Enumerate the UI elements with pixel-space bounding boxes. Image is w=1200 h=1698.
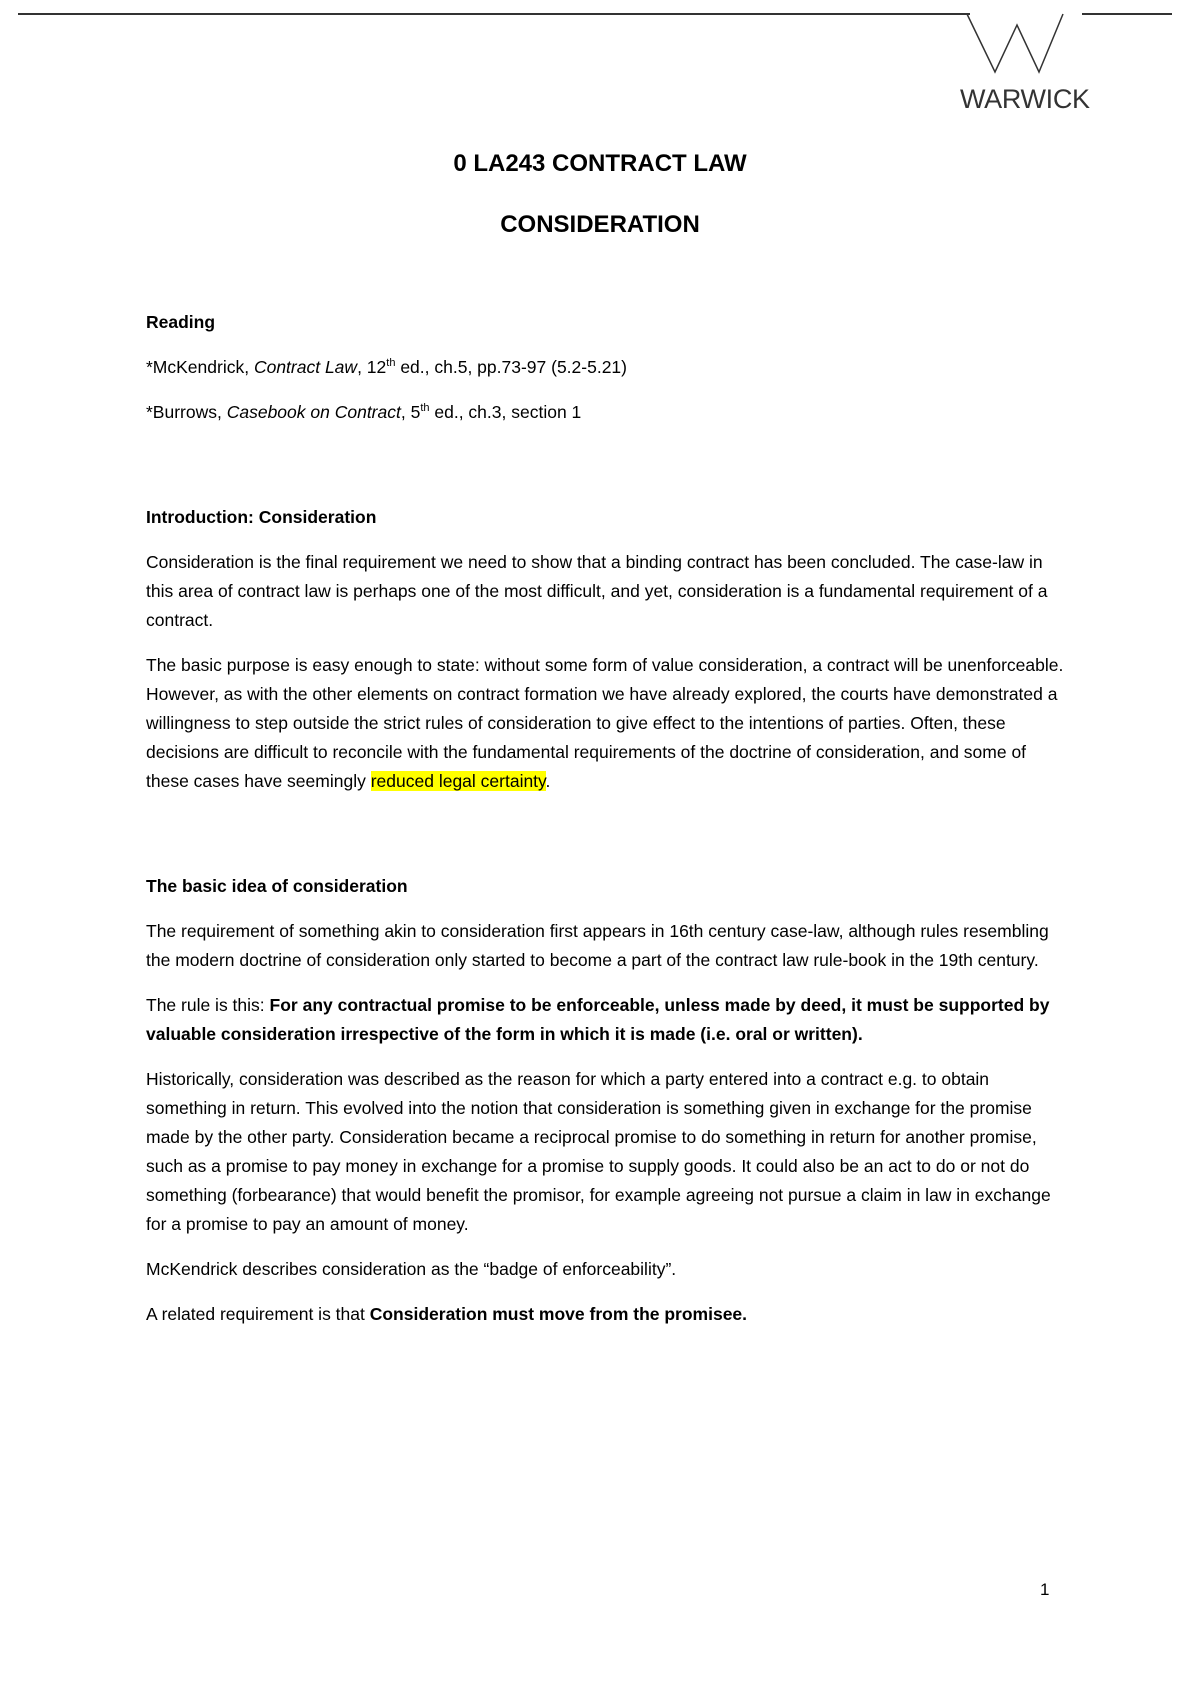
text-run: Casebook on Contract xyxy=(226,402,401,422)
logo-text: WARWICK xyxy=(960,84,1090,114)
paragraph xyxy=(146,1300,1071,1329)
section-heading: Reading xyxy=(146,312,216,332)
document-body xyxy=(146,308,1071,1345)
text-run: For any contractual promise to be enforceable, unless made by deed, it must be supported by valuable consideration irrespective of the form in which it is made (i.e. oral or written). xyxy=(146,995,1050,1044)
section-gap xyxy=(146,812,1071,872)
text-run: Consideration must move from the promisee. xyxy=(369,1304,748,1324)
section-heading: Introduction: Consideration xyxy=(146,507,377,527)
text-run: . xyxy=(545,771,551,791)
warwick-logo xyxy=(960,10,1105,115)
page-number: 1 xyxy=(1040,1580,1050,1599)
header-rule-left xyxy=(18,13,970,15)
paragraph xyxy=(146,548,1071,635)
text-run: The requirement of something akin to consideration first appears in 16th century case-law, although rules resembling the modern doctrine of consideration only started to become a part of the contract law rule-book in the 19th century. xyxy=(146,921,1049,970)
paragraph xyxy=(146,353,1071,382)
text-run: The rule is this: xyxy=(146,995,270,1015)
highlighted-text: reduced legal certainty xyxy=(370,771,546,791)
text-run: ed., ch.5, pp.73-97 (5.2-5.21) xyxy=(395,357,627,377)
text-run: The basic purpose is easy enough to state: without some form of value consideration, a contract will be unenforceable. However, as with the other elements on contract formation we have already explored, the courts have demonstrated a willingness to step outside the strict rules of consideration to give effect to the intentions of parties. Often, these decisions are difficult to reconcile with the fundamental requirements of the doctrine of consideration, and some of these cases have seemingly xyxy=(146,655,1064,791)
text-run: Contract Law xyxy=(253,357,358,377)
text-run: , 12 xyxy=(357,357,387,377)
paragraph xyxy=(146,991,1071,1049)
section-heading: The basic idea of consideration xyxy=(146,876,408,896)
text-run: Historically, consideration was described as the reason for which a party entered into a contract e.g. to obtain something in return. This evolved into the notion that consideration is something given in exchange for the promise made by the other party. Consideration became a reciprocal promise to do something in return for another promise, such as a promise to pay money in exchange for a promise to supply goods. It could also be an act to do or not do something (forbearance) that would benefit the promisor, for example agreeing not pursue a claim in law in exchange for a promise to pay an amount of money. xyxy=(146,1069,1051,1234)
text-run: *Burrows, xyxy=(146,402,227,422)
text-run: ed., ch.3, section 1 xyxy=(429,402,582,422)
paragraph xyxy=(146,398,1071,427)
text-run: A related requirement is that xyxy=(146,1304,370,1324)
section-gap xyxy=(146,443,1071,503)
text-run: , 5 xyxy=(400,402,421,422)
paragraph xyxy=(146,1255,1071,1284)
paragraph xyxy=(146,917,1071,975)
document-subtitle: CONSIDERATION xyxy=(500,211,700,238)
text-run: McKendrick describes consideration as the “badge of enforceability”. xyxy=(146,1259,677,1279)
text-run: Consideration is the final requirement we need to show that a binding contract has been concluded. The case-law in this area of contract law is perhaps one of the most difficult, and yet, consideration is a fundamental requirement of a contract. xyxy=(146,552,1048,630)
text-run: th xyxy=(420,402,430,415)
text-run: *McKendrick, xyxy=(146,357,254,377)
text-run: th xyxy=(386,357,396,370)
document-title: 0 LA243 CONTRACT LAW xyxy=(453,150,747,177)
paragraph xyxy=(146,651,1071,796)
paragraph xyxy=(146,1065,1071,1239)
